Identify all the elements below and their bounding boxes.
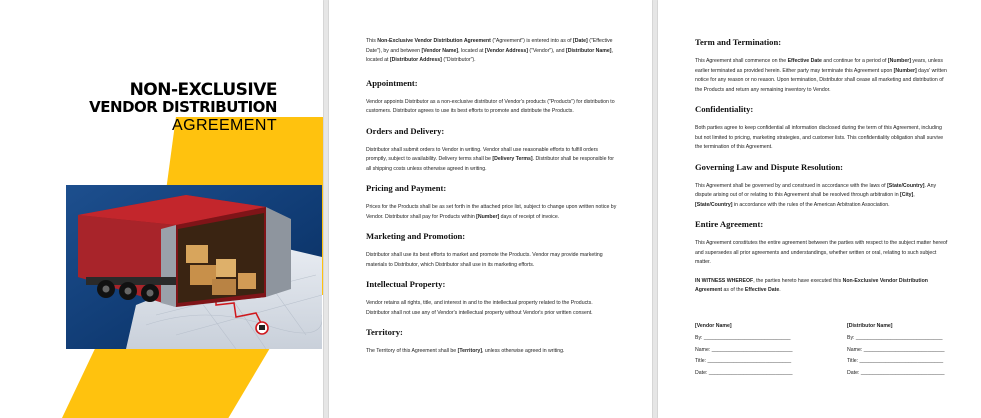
vendor-signature-block xyxy=(695,321,793,380)
cover-title-line3: AGREEMENT xyxy=(172,117,277,134)
distributor-sig-date: Date: _____________________________ xyxy=(847,370,945,377)
territory-paragraph: The Territory of this Agreement shall be [Territory], unless otherwise agreed in writing. xyxy=(366,348,565,354)
heading-territory: Territory: xyxy=(366,327,403,337)
heading-entire-agreement: Entire Agreement: xyxy=(695,219,764,229)
pricing-paragraph: Prices for the Products shall be as set forth in the attached price list, subject to change upon written notice by Vendor. Distributor shall pay for Products within [Number] days of receipt of invoice. xyxy=(366,204,617,220)
heading-marketing-promotion: Marketing and Promotion: xyxy=(366,231,466,241)
vendor-sig-title: Title: _____________________________ xyxy=(695,358,792,365)
vendor-sig-name: [Vendor Name] xyxy=(695,323,732,329)
heading-appointment: Appointment: xyxy=(366,77,418,88)
entire-paragraph: This Agreement constitutes the entire agreement between the parties with respect to the subject matter hereof and supersedes all prior agreements and understandings, whether written or oral, relating to such subject matter. xyxy=(695,240,948,265)
ip-paragraph: Vendor retains all rights, title, and interest in and to the intellectual property related to the Products. Distributor shall not use any of Vendor's intellectual property without Vendor's prior written consent. xyxy=(366,300,593,316)
heading-orders-delivery: Orders and Delivery: xyxy=(366,125,445,136)
cover-page xyxy=(0,0,323,418)
vendor-sig-date: Date: _____________________________ xyxy=(695,370,793,377)
marketing-paragraph: Distributor shall use its best efforts to market and promote the Products. Vendor may provide marketing materials to Distributor, which Distributor shall use in its marketing efforts. xyxy=(366,252,603,268)
heading-term-termination: Term and Termination: xyxy=(695,37,782,47)
distributor-sig-title: Title: _____________________________ xyxy=(847,358,944,365)
orders-paragraph: Distributor shall submit orders to Vendor in writing. Vendor shall use reasonable efforts to fulfill orders promptly, subject to availability. Delivery terms shall be [Delivery Terms]. Distributor shall be responsible for all shipping costs unless otherwise agreed in writing. xyxy=(366,146,614,172)
vendor-sig-by: By: ______________________________ xyxy=(695,334,791,341)
distributor-sig-name: [Distributor Name] xyxy=(847,323,893,329)
witness-paragraph: IN WITNESS WHEREOF, the parties hereto have executed this Non-Exclusive Vendor Distribution Agreement as of the Effective Date. xyxy=(695,277,928,293)
page-2 xyxy=(329,0,652,418)
intro-paragraph: This Non-Exclusive Vendor Distribution Agreement ("Agreement") is entered into as of [Date] ("Effective Date"), by and between [Vendor Name], located at [Vendor Address] ("Vendor"), and [Distributor Name], located at [Distributor Address] ("Distributor"). xyxy=(366,38,613,63)
vendor-sig-name-line: Name: ____________________________ xyxy=(695,346,793,353)
yellow-accent-band-bottom xyxy=(62,348,270,418)
confidentiality-paragraph: Both parties agree to keep confidential all information disclosed during the term of this Agreement, including but not limited to pricing, marketing strategies, and customer lists. This confidentiality obligation shall survive the termination of this Agreement. xyxy=(695,125,944,150)
cover-title-line2: VENDOR DISTRIBUTION xyxy=(89,98,277,116)
distributor-signature-block xyxy=(847,321,945,380)
page-3 xyxy=(658,0,981,418)
appointment-paragraph: Vendor appoints Distributor as a non-exclusive distributor of Vendor's products ("Products") for distribution to customers. Distributor agrees to use its best efforts to promote and distribute the Products. xyxy=(366,98,615,114)
heading-intellectual-property: Intellectual Property: xyxy=(366,279,446,289)
page-2-content xyxy=(366,37,617,366)
cover-title-line1: NON-EXCLUSIVE xyxy=(129,80,277,100)
governing-paragraph: This Agreement shall be governed by and construed in accordance with the laws of [State/Country]. Any dispute arising out of or relating to this Agreement shall be resolved through arbitration in [City], [State/Country] in accordance with the rules of the American Arbitration Association. xyxy=(695,182,937,208)
heading-pricing-payment: Pricing and Payment: xyxy=(366,183,447,193)
page-3-content xyxy=(695,37,948,305)
truck-delivery-photo xyxy=(66,185,322,349)
distributor-sig-name-line: Name: ____________________________ xyxy=(847,346,945,353)
distributor-sig-by: By: ______________________________ xyxy=(847,334,943,341)
term-paragraph: This Agreement shall commence on the Effective Date and continue for a period of [Number] years, unless earlier terminated as provided herein. Either party may terminate this Agreement upon [Number] days' written notice for any reason or no reason. Upon termination, Distributor shall cease all marketing and distribution of the Products and return any remaining inventory to Vendor. xyxy=(695,58,947,93)
heading-governing-law: Governing Law and Dispute Resolution: xyxy=(695,161,844,172)
heading-confidentiality: Confidentiality: xyxy=(695,104,754,114)
